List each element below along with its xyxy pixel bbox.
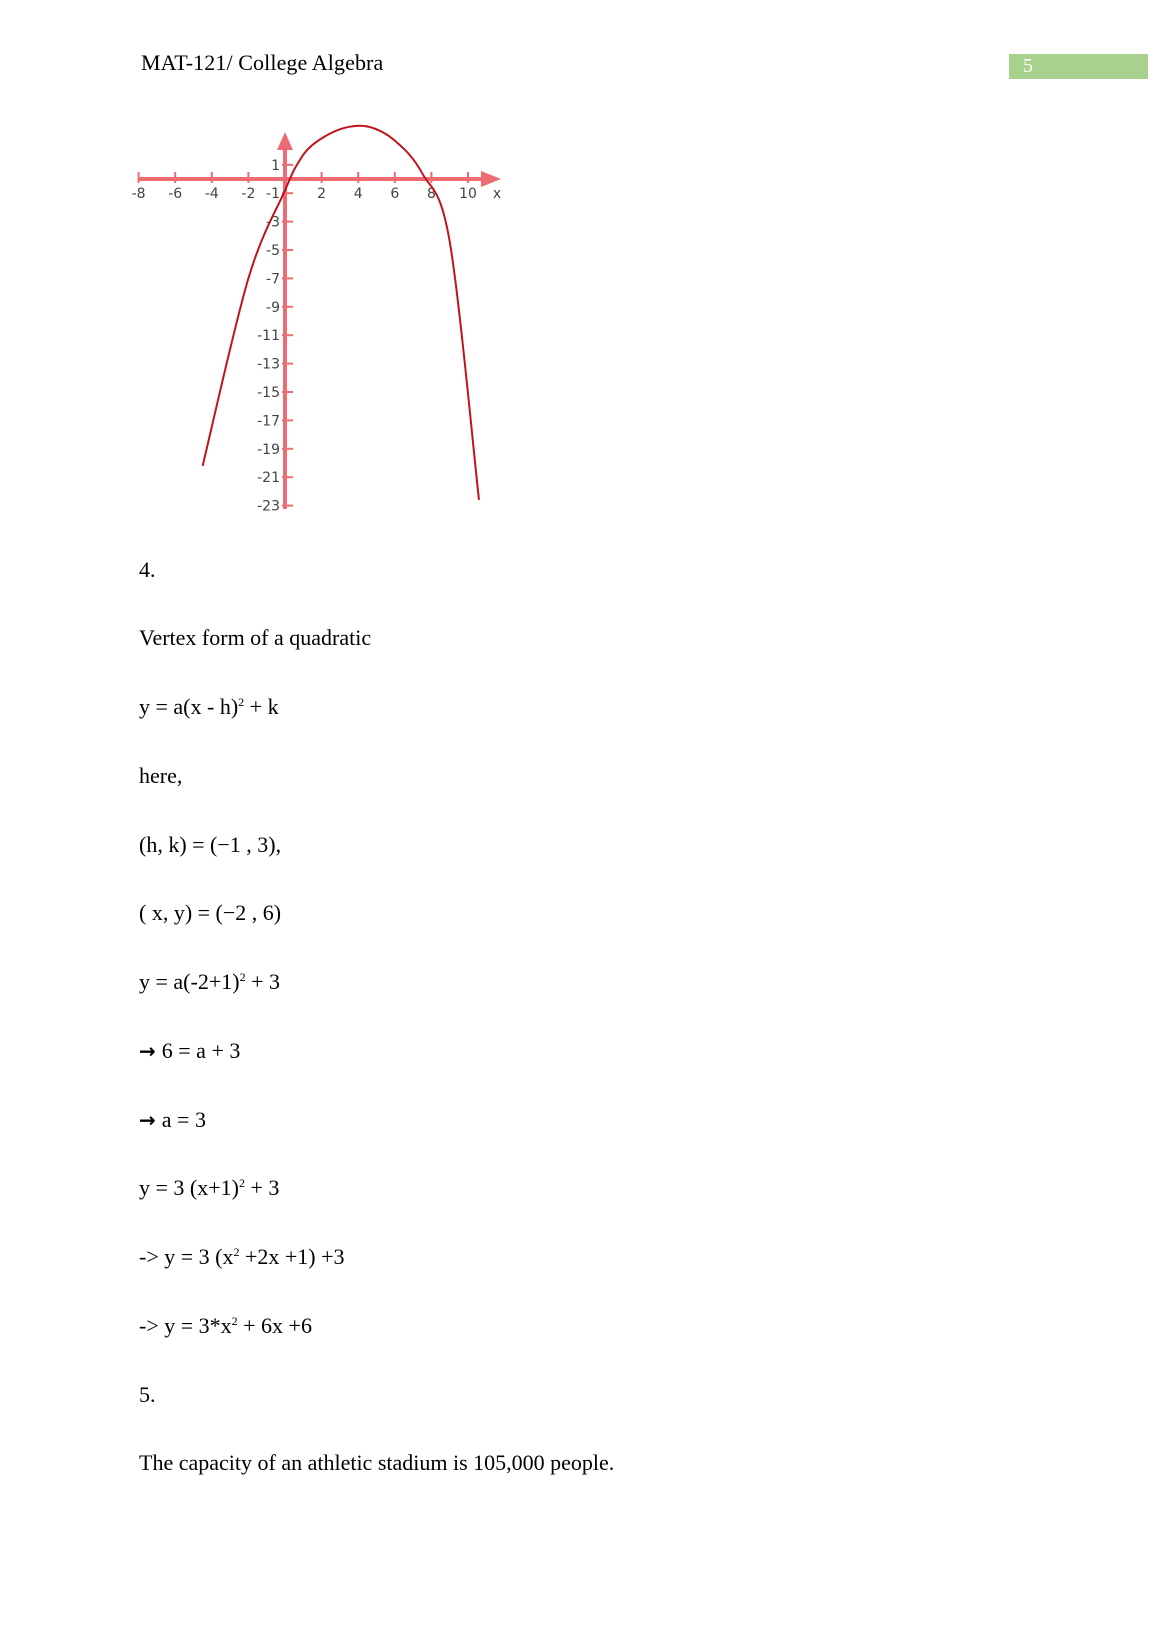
exponent: 2	[238, 1176, 245, 1190]
x-tick-label: 10	[459, 186, 477, 202]
formula-text: -> y = 3 (x	[139, 1244, 234, 1269]
expansion-line-2	[139, 1313, 312, 1339]
exponent: 2	[239, 970, 246, 984]
point-values: ( x, y) = (−2 , 6)	[139, 900, 282, 925]
x-tick-label: -2	[241, 186, 256, 202]
formula-text: +2x +1) +3	[239, 1244, 345, 1269]
question-5-text: The capacity of an athletic stadium is 105,000 people.	[139, 1450, 615, 1475]
exponent: 2	[233, 1245, 240, 1259]
result-equation	[139, 1175, 279, 1201]
arrow-right-icon: →	[139, 1039, 156, 1063]
y-tick-label: 1	[271, 157, 280, 174]
vertex-formula	[139, 694, 279, 720]
x-tick-label: 4	[353, 186, 363, 202]
x-tick-label: -4	[204, 186, 219, 202]
substitution-line	[139, 969, 280, 995]
x-tick-label: 2	[317, 186, 327, 202]
x-axis-arrow	[481, 171, 501, 187]
y-tick-label: -3	[266, 214, 280, 231]
y-tick-label: -5	[266, 243, 280, 259]
x-axis-label: x	[492, 186, 502, 202]
y-axis-arrow	[277, 132, 293, 150]
graph-canvas	[131, 136, 510, 515]
formula-text: y = a(-2+1)	[139, 969, 240, 994]
parabola-graph	[131, 136, 510, 515]
y-tick-label: -9	[266, 299, 280, 316]
y-tick-label: -19	[257, 441, 280, 458]
formula-text: + 6x +6	[237, 1313, 312, 1338]
question-4-number: 4.	[139, 557, 156, 582]
step-text: a = 3	[161, 1107, 206, 1132]
expansion-line-1	[139, 1244, 345, 1270]
exponent: 2	[238, 695, 245, 709]
parabola-curve	[203, 126, 479, 500]
y-tick-label: -23	[257, 498, 280, 515]
y-tick-label: -7	[266, 271, 280, 288]
formula-text: y = a(x - h)	[139, 694, 239, 719]
x-tick-label: 6	[390, 186, 400, 202]
running-header: MAT-121/ College Algebra	[141, 50, 384, 75]
formula-text: + 3	[244, 1175, 280, 1200]
x-tick-label: -6	[168, 186, 183, 202]
step-text: 6 = a + 3	[161, 1038, 241, 1063]
y-tick-label: -17	[257, 413, 280, 430]
formula-text: y = 3 (x+1)	[139, 1175, 239, 1200]
x-tick-label: -8	[131, 186, 146, 202]
vertex-values: (h, k) = (−1 , 3),	[139, 832, 282, 857]
y-tick-label: -21	[257, 470, 280, 487]
question-5-number: 5.	[139, 1382, 156, 1407]
formula-text: + k	[244, 694, 279, 719]
y-tick-label: -1	[266, 186, 280, 203]
formula-text: -> y = 3*x	[139, 1313, 232, 1338]
vertex-form-heading: Vertex form of a quadratic	[139, 625, 372, 650]
arrow-right-icon: →	[139, 1108, 156, 1132]
y-tick-label: -11	[257, 328, 280, 345]
x-tick-label: 8	[426, 186, 436, 202]
formula-text: + 3	[245, 969, 280, 994]
exponent: 2	[231, 1314, 238, 1328]
here-label: here,	[139, 763, 183, 788]
y-tick-label: -13	[257, 356, 280, 373]
y-tick-label: -15	[257, 385, 280, 401]
step-line-1	[139, 1038, 240, 1064]
step-line-2	[139, 1107, 206, 1133]
page-number-badge: 5	[1009, 54, 1148, 79]
